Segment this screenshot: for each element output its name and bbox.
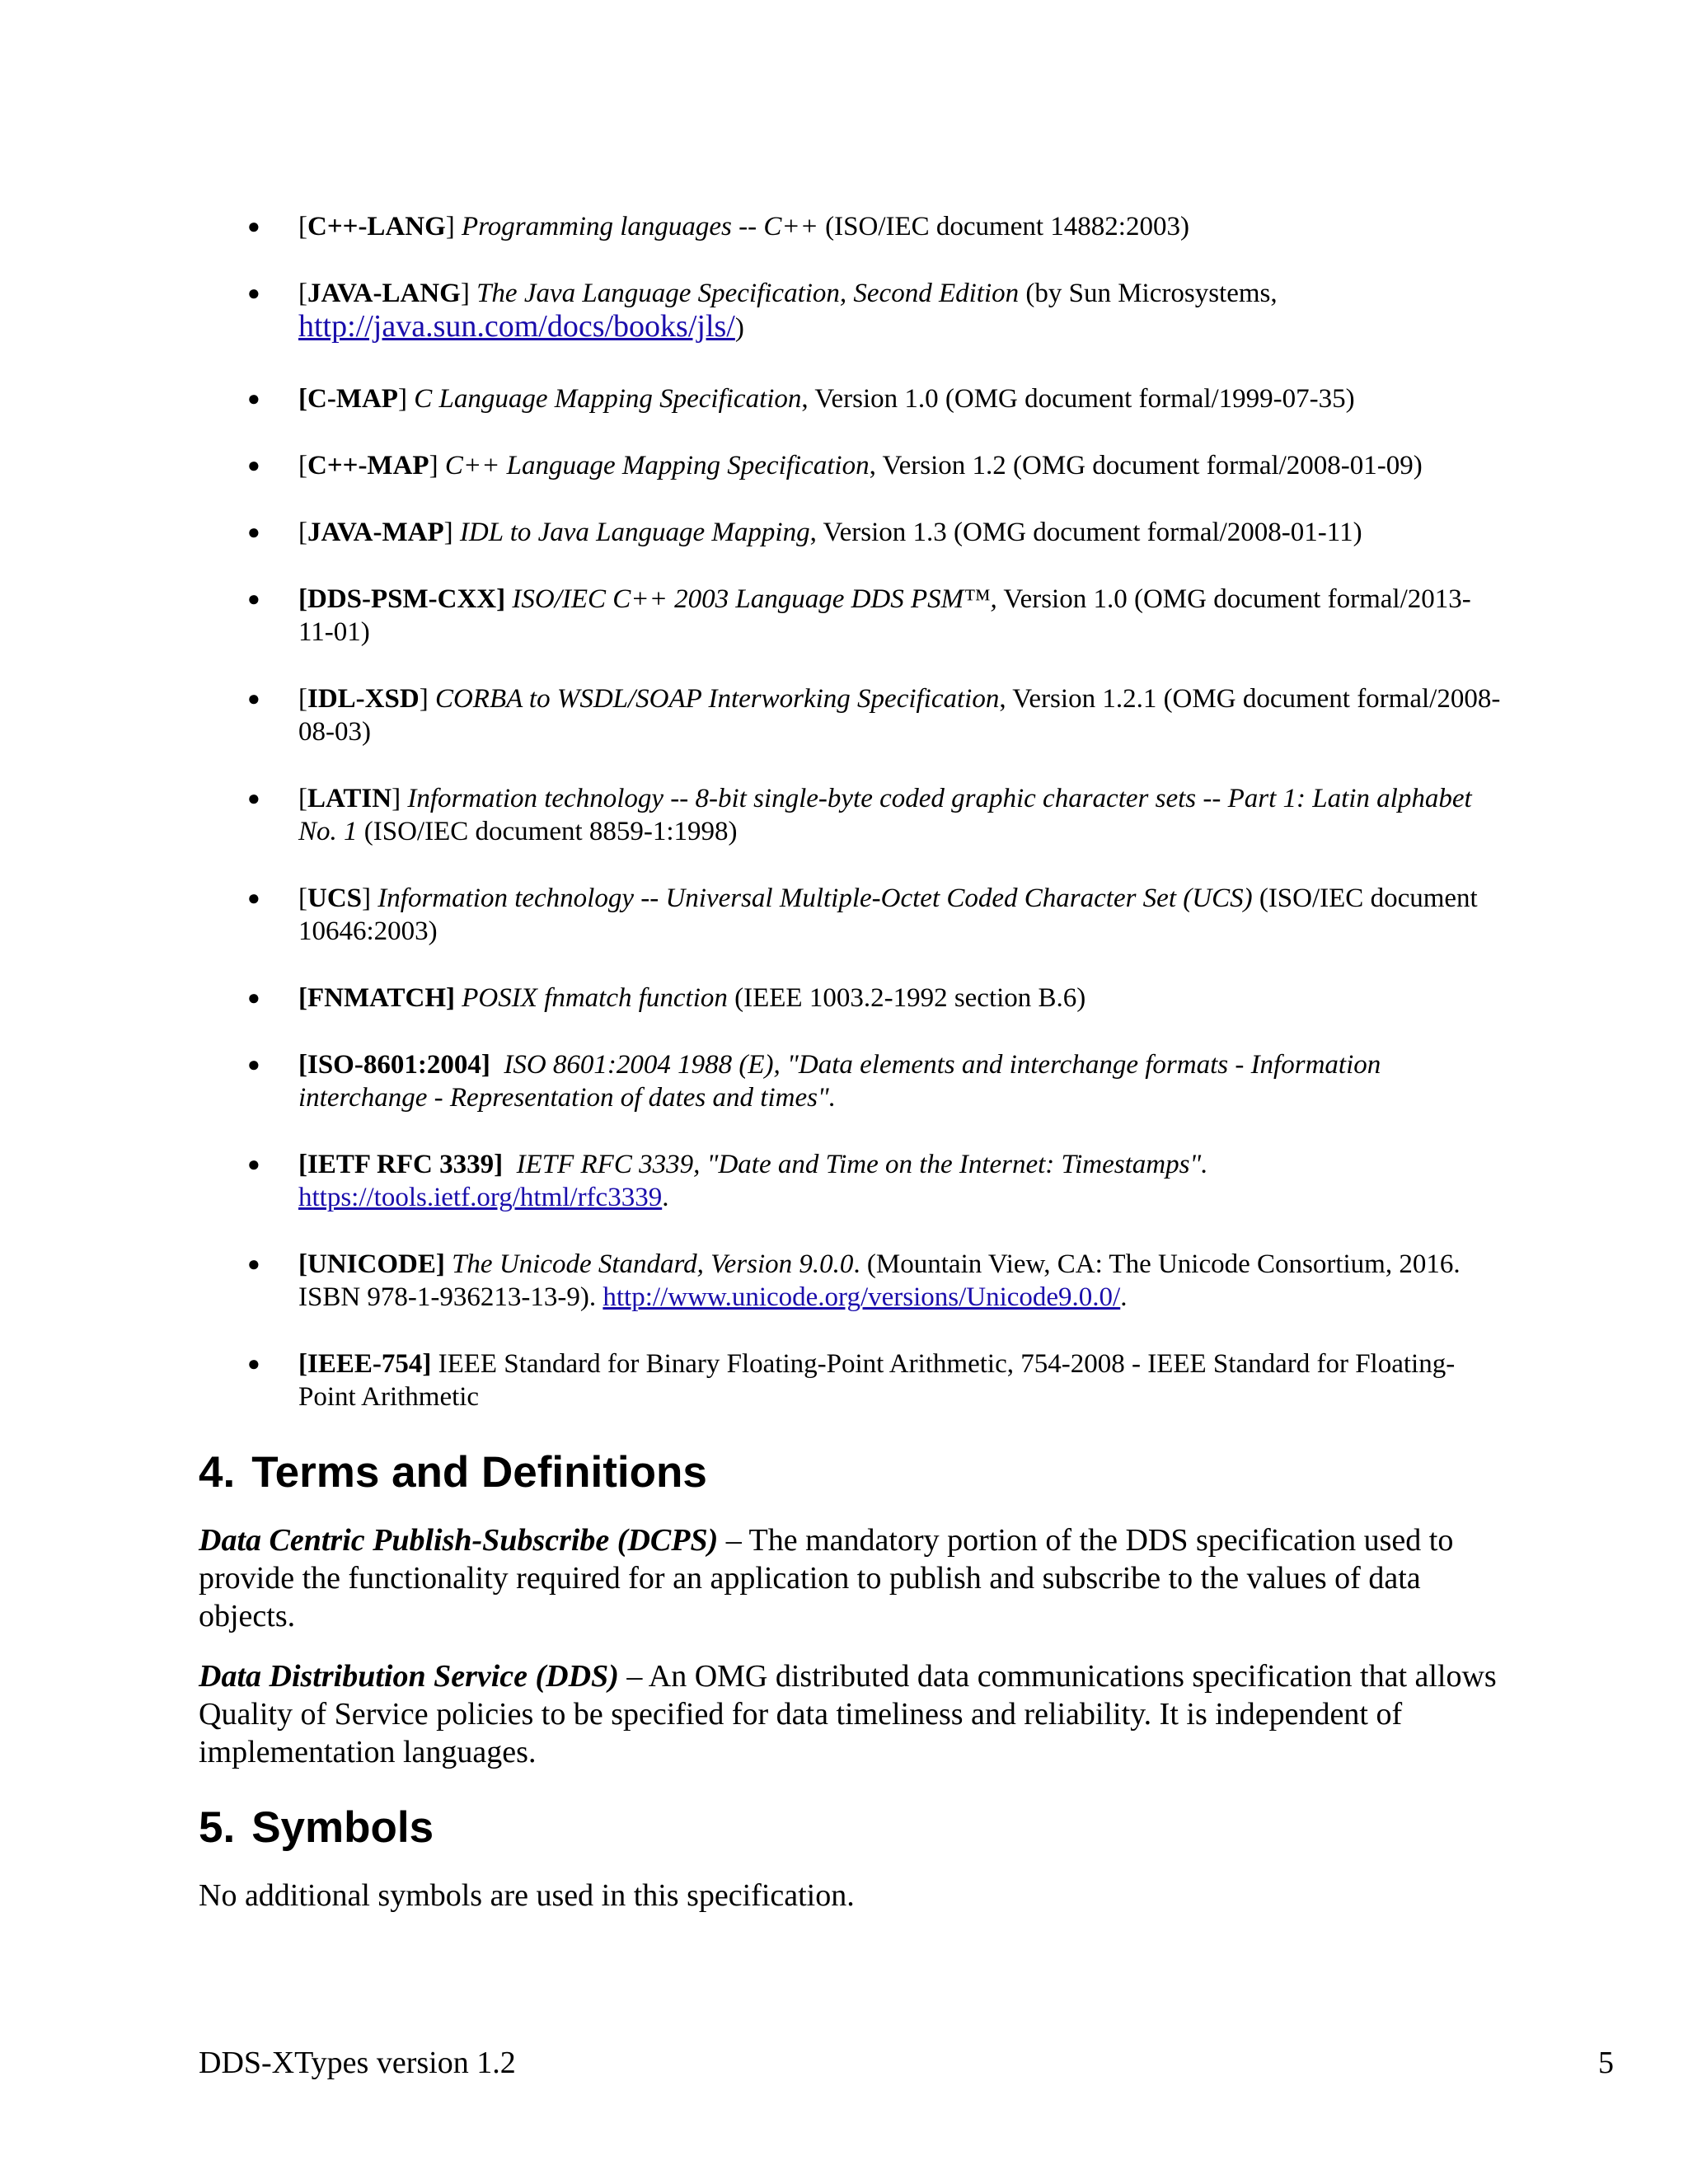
reference-title: CORBA to WSDL/SOAP Interworking Specification (434, 684, 1000, 714)
reference-details: , Version 1.2 (OMG document formal/2008-01-09) (869, 451, 1423, 480)
definition-term: Data Distribution Service (DDS) (199, 1659, 619, 1694)
reference-item: ● [C++-MAP] C++ Language Mapping Specification, Version 1.2 (OMG document formal/2008-01-09) (247, 451, 1423, 480)
reference-tag: JAVA-LANG (307, 279, 461, 308)
bullet-icon: ● (247, 1052, 260, 1076)
bullet-icon: ● (247, 1352, 260, 1376)
reference-item (247, 583, 1502, 649)
reference-item (247, 1148, 1502, 1214)
reference-link-suffix: . (662, 1183, 669, 1212)
bullet-icon: ● (247, 520, 260, 544)
reference-item (247, 1347, 1502, 1413)
reference-details: (IEEE 1003.2-1992 section B.6) (727, 983, 1086, 1013)
reference-item: ● [C++-LANG] Programming languages -- C++ (ISO/IEC document 14882:2003) (247, 212, 1189, 241)
reference-item: ● [IDL-XSD] CORBA to WSDL/SOAP Interworking Specification, Version 1.2.1 (OMG document formal/2008-08-03) (247, 684, 1501, 747)
reference-details: (by Sun Microsystems, (1019, 279, 1278, 308)
reference-title: C++ Language Mapping Specification (444, 451, 870, 480)
reference-tag: C++-MAP (307, 451, 429, 480)
definition-dcps (199, 1521, 1501, 1635)
reference-title: Programming languages -- C++ (462, 212, 818, 241)
reference-details: (ISO/IEC document 8859-1:1998) (357, 817, 738, 846)
reference-item: ● [UCS] Information technology -- Universal Multiple-Octet Coded Character Set (UCS) (ISO/IEC document 10646:2003) (247, 883, 1478, 946)
reference-details: , Version 1.0 (OMG document formal/1999-07-35) (801, 384, 1355, 414)
bullet-icon: ● (247, 1252, 260, 1276)
reference-item: ● [LATIN] Information technology -- 8-bit single-byte coded graphic character sets -- Part 1: Latin alphabet No. 1 (ISO/IEC document 8859-1:1998) (247, 784, 1472, 846)
reference-link[interactable]: http://java.sun.com/docs/books/jls/ (298, 309, 735, 344)
reference-title: Information technology -- Universal Multiple-Octet Coded Character Set (UCS) (377, 883, 1253, 913)
reference-tag: JAVA-MAP (307, 518, 444, 547)
reference-title: The Unicode Standard, Version 9.0.0 (452, 1249, 854, 1279)
definition-term: Data Centric Publish-Subscribe (DCPS) (199, 1523, 719, 1558)
reference-title: Information technology -- 8-bit single-byte coded graphic character sets -- Part 1: Latin alphabet No. 1 (298, 784, 1472, 846)
page-number: 5 (1598, 2046, 1614, 2080)
reference-link[interactable]: http://www.unicode.org/versions/Unicode9.0.0/ (603, 1282, 1121, 1312)
reference-item: ● [JAVA-LANG] The Java Language Specification, Second Edition (by Sun Microsystems, http://java.sun.com/docs/books/jls/) (247, 279, 1278, 344)
reference-title: POSIX fnmatch function (462, 983, 728, 1013)
bullet-icon: ● (247, 687, 260, 710)
bullet-icon: ● (247, 214, 260, 238)
bullet-icon: ● (247, 587, 260, 611)
reference-title: IDL to Java Language Mapping (459, 518, 810, 547)
reference-details: , Version 1.3 (OMG document formal/2008-01-11) (809, 518, 1362, 547)
reference-tag: [UNICODE] (298, 1249, 445, 1279)
bullet-icon: ● (247, 281, 260, 305)
reference-tag: [ISO-8601:2004] (298, 1050, 490, 1080)
section-number: 5. (199, 1803, 236, 1852)
reference-tag: [FNMATCH] (298, 983, 456, 1013)
symbols-text: No additional symbols are used in this specification. (199, 1878, 855, 1913)
reference-item: ● [C-MAP] C Language Mapping Specification, Version 1.0 (OMG document formal/1999-07-35) (247, 384, 1355, 414)
bullet-icon: ● (247, 886, 260, 910)
reference-tag: C-MAP (307, 384, 398, 414)
reference-details: (ISO/IEC document 10646:2003) (298, 883, 1478, 946)
reference-tag: [IEEE-754] (298, 1349, 432, 1379)
definition-text: – An OMG distributed data communications specification that allows Quality of Service policies to be specified for data timeliness and reliability. It is independent of implementation languages. (199, 1659, 1497, 1769)
reference-tag: [IETF RFC 3339] (298, 1150, 504, 1179)
reference-tag: IDL-XSD (307, 684, 420, 714)
reference-details: . (Mountain View, CA: The Unicode Consortium, 2016. ISBN 978-1-936213-13-9). (298, 1249, 1461, 1312)
reference-details: Version 1.0 (OMG document formal/2013-11-01) (298, 584, 1471, 647)
reference-item (247, 1048, 1502, 1114)
reference-title: The Java Language Specification, Second Edition (476, 279, 1020, 308)
reference-item (247, 982, 1502, 1015)
definition-text: – The mandatory portion of the DDS specification used to provide the functionality required for an application to publish and subscribe to the values of data objects. (199, 1523, 1454, 1633)
reference-title: C Language Mapping Specification (414, 384, 802, 414)
reference-tag: UCS (307, 883, 363, 913)
reference-details: IEEE Standard for Binary Floating-Point Arithmetic, 754-2008 - IEEE Standard for Floating-Point Arithmetic (298, 1349, 1456, 1412)
reference-link-suffix: ) (734, 313, 744, 343)
section-title: Terms and Definitions (251, 1448, 707, 1497)
bullet-icon: ● (247, 453, 260, 477)
reference-link[interactable]: https://tools.ietf.org/html/rfc3339 (298, 1183, 663, 1212)
reference-tag: C++-LANG (307, 212, 446, 241)
bullet-icon: ● (247, 786, 260, 810)
section-title: Symbols (251, 1803, 434, 1852)
definition-dds (199, 1657, 1501, 1771)
reference-title: IETF RFC 3339, "Date and Time on the Internet: Timestamps". (516, 1150, 1208, 1179)
bullet-icon: ● (247, 986, 260, 1010)
reference-item (247, 1248, 1502, 1314)
reference-link-suffix: . (1120, 1282, 1128, 1312)
footer-document-title: DDS-XTypes version 1.2 (199, 2046, 516, 2080)
section-number: 4. (199, 1448, 236, 1497)
reference-tag: [DDS-PSM-CXX] (298, 584, 506, 614)
reference-tag: LATIN (307, 784, 392, 813)
bullet-icon: ● (247, 387, 260, 410)
reference-title: ISO 8601:2004 1988 (E), "Data elements and interchange formats - Information interchange - Representation of dates and times". (298, 1050, 1381, 1113)
reference-item: ● [JAVA-MAP] IDL to Java Language Mapping, Version 1.3 (OMG document formal/2008-01-11) (247, 518, 1362, 547)
reference-title: ISO/IEC C++ 2003 Language DDS PSM™, (512, 584, 997, 614)
section-heading-symbols (199, 1802, 434, 1854)
reference-details: (ISO/IEC document 14882:2003) (818, 212, 1189, 241)
section-heading-terms (199, 1446, 707, 1499)
reference-details: , Version 1.2.1 (OMG document formal/2008-08-03) (298, 684, 1501, 747)
bullet-icon: ● (247, 1152, 260, 1176)
